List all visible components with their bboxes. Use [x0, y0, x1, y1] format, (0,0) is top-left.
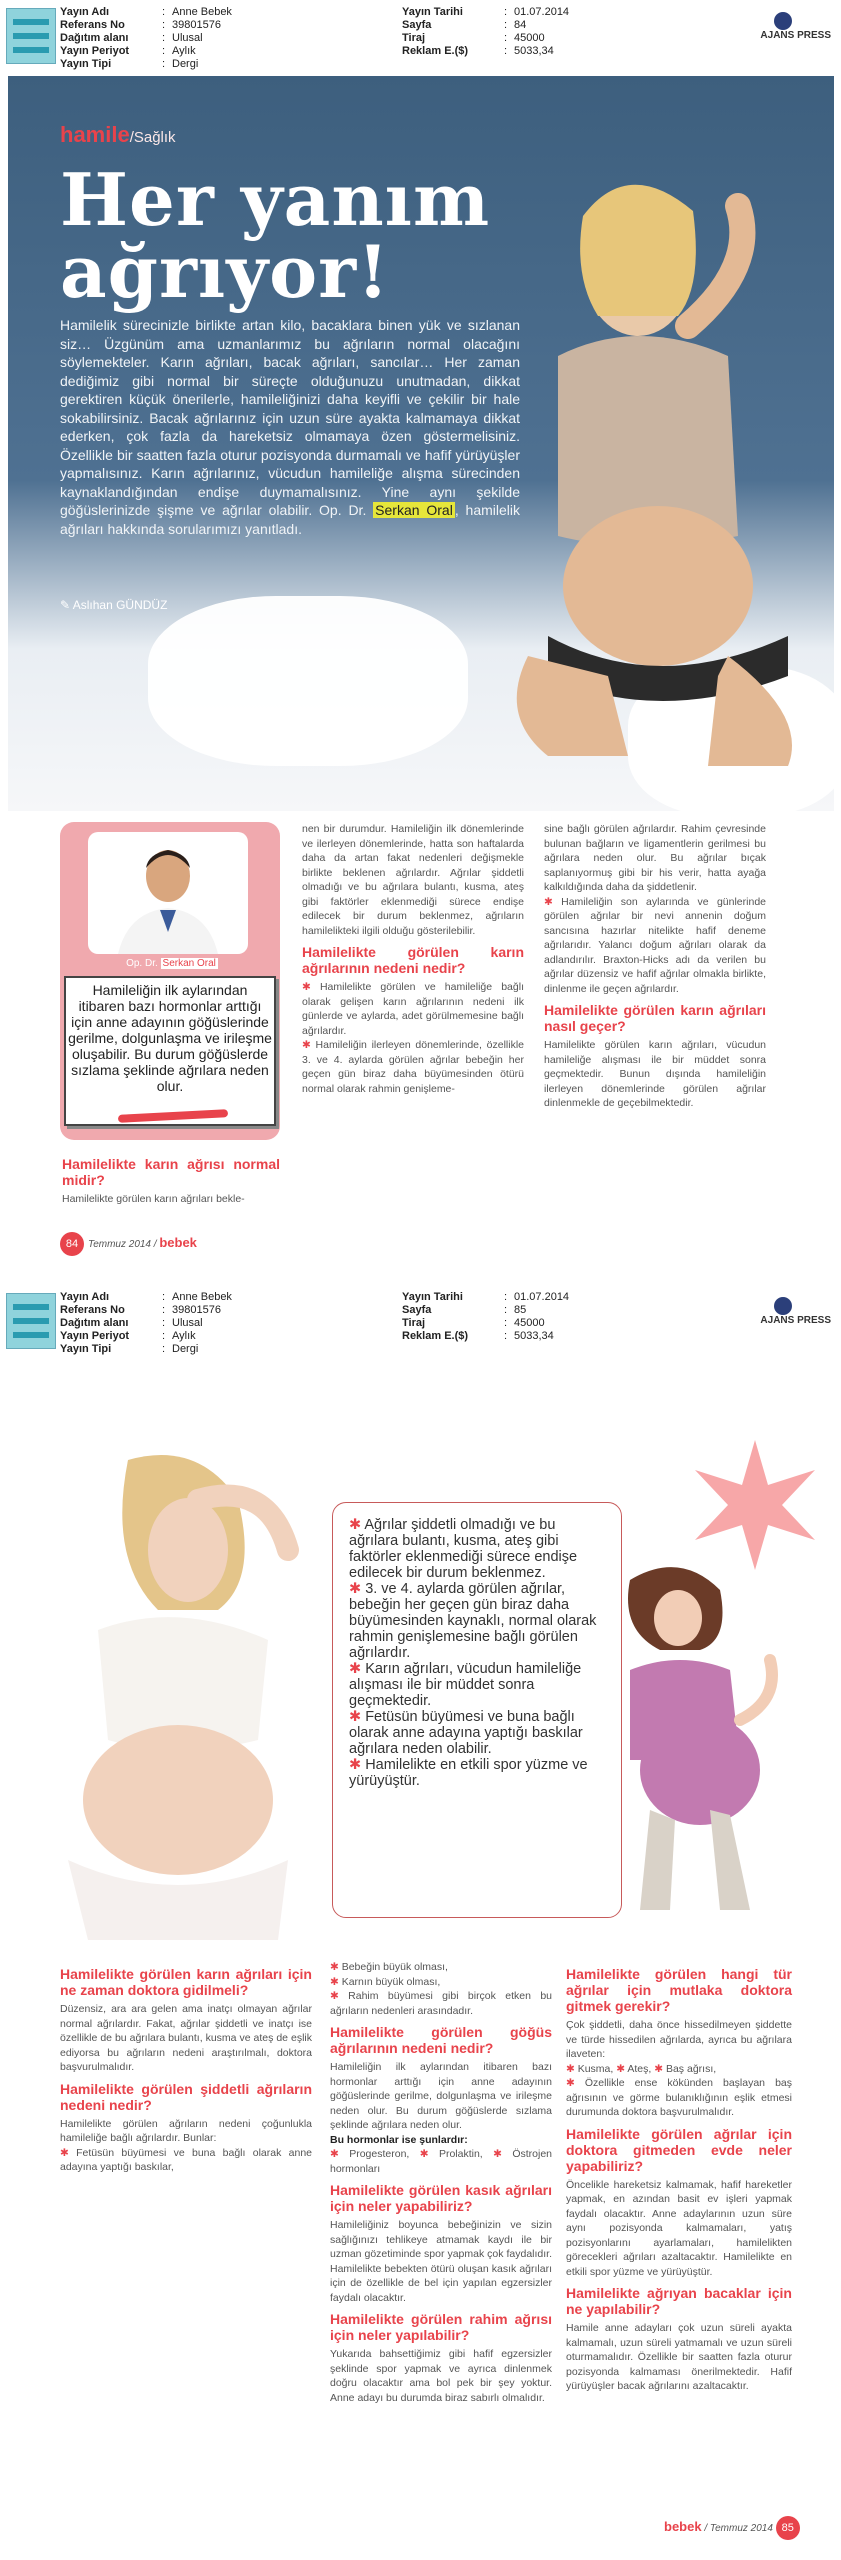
meta-left: Yayın Adı : Anne Bebek Referans No : 39801576 Dağıtım alanı : Ulusal Yayın Periyot : Aylık Yayın Tipi : Dergi: [60, 6, 232, 70]
callout-bubble: ✱ Ağrılar şiddetli olmadığı ve bu ağrılara bulantı, kusma, ateş gibi faktörler eklenmediği sürece endişe edilecek bir durum beklenmez. ✱ 3. ve 4. aylarda görülen ağrılar, bebeğin her geçen gün biraz daha büyümesinden kaynaklı, normal olarak rahmin genişlemesine bağlı görülen ağrılardır. ✱ Karın ağrıları, vücudun hamileliğe alışması ile bir müddet sonra geçmektedir. ✱ Fetüsün büyümesi ve buna bağlı olarak anne adayına yaptığı baskılar ağrılara neden olabilir. ✱ Hamilelikte en etkili spor yüzme ve yürüyüştür.: [332, 1502, 622, 1918]
clipping-header-2: [0, 1285, 841, 1353]
pregnant-woman-image: [488, 116, 828, 776]
starburst-decoration: [690, 1440, 820, 1575]
p84-column-1: Hamilelikte karın ağrısı normal midir? Hamilelikte görülen karın ağrıları bekle-: [62, 1156, 280, 1205]
pillow-left: [148, 596, 468, 766]
globe-icon-2: [774, 1297, 792, 1315]
p84-column-2: nen bir durumdur. Hamileliğin ilk dönemlerinde ve ilerleyen dönemlerinde, hatta son haftalarda daha da artan fakat nedenleri değişmekle birlikte beklenen ağrılardır. Ağrılar şiddetli olmadığı ve bu ağrılara bulantı, kusma, ateş gibi faktörler eklenmediği sürece endişe edilecek bir durum beklenmez, ağrıların hamilelikteki ilgili olduğu gösterilebilir. Hamilelikte görülen karın ağrılarının nedeni nedir? ✱ Hamilelikte görülen ve hamileliğe bağlı olarak gelişen karın ağrılarının nedeni ilk günlerde ve aylarda, adet görülmemesine bağlı ağrılardır. ✱ Hamileliğin ilerleyen dönemlerinde, özellikle 3. ve 4. aylarda görülen ağrılar bebeğin her geçen gün biraz daha büyümesinden ötürü normal olarak rahmin genişleme-: [302, 823, 524, 1095]
section-kicker: hamile/Sağlık: [60, 122, 176, 147]
intro-paragraph: Hamilelik sürecinizle birlikte artan kilo, bacaklara binen yük ve sızlanan siz… Üzgünüm ama uzmanlarımız bu ağrıların normal olacağını söylemekteler. Karın ağrıları, bacak ağrıları, sancılar… Her zaman dediğimiz gibi normal bir süreçte olduğunuzu unutmadan, dikkat gerektiren küçük önerilerle, hamileliğinizi daha keyifli ve çekilir bir hale sokabilirsiniz. Bacak ağrılarınız için uzun süre ayakta kalmamaya dikkat ederken, çok fazla da hareketsiz olmamaya özen göstermelisiniz. Özellikle bir saatten fazla oturur pozisyonda durmamalı ve hafif yürüyüşler yapmalısınız. Karın ağrılarınız, vücudun hamileliğe alışma sürecinden kaynaklandığından endişe duymamalısınız. Yine aynı şekilde göğüslerinizde şişme ve ağrılar olabilir. Op. Dr. Serkan Oral , hamilelik ağrıları hakkında sorularımızı yanıtladı.: [60, 317, 520, 537]
pregnant-woman-image-2: [8, 1440, 328, 1940]
author-byline: ✎ Aslıhan GÜNDÜZ: [60, 598, 168, 612]
p85-column-2: ✱ Bebeğin büyük olması, ✱ Karnın büyük olması, ✱ Rahim büyümesi gibi birçok etken bu ağrıların nedenleri arasındadır. Hamilelikte görülen göğüs ağrılarının nedeni nedir? Hamileliğin ilk aylarından itibaren bazı hormonlar arttığı için anne adayının göğüslerinde gerilme, dolgunlaşma ve irileşme neden olur. Bu durum göğüslerde sızlama şeklinde ağrılara neden olur. Bu hormonlar ise şunlardır: ✱ Progesteron, ✱ Prolaktin, ✱ Östrojen hormonları Hamilelikte görülen kasık ağrıları için neler yapabiliriz? Hamileliğiniz boyunca bebeğinizin ve sizin sağlığınızı tehlikeye atmamak kaydı ile bir uzman gözetiminde spor yapmak çok faydalıdır. Hamilelikte bebekten ötürü oluşan kasık ağrıları için de özellikle de bel için yapılan egzersizler faydalı olacaktır. Hamilelikte görülen rahim ağrısı için neler yapılabilir? Yukarıda bahsettiğimiz gibi hafif egzersizler şeklinde spor yapmak ve ayrıca dinlenmek doğru olacaktır ama bol pek bir şey yoktur. Anne adayı bu durumda biraz sabırlı olmalıdır.: [330, 1961, 553, 2404]
pen-icon: ✎: [60, 598, 73, 612]
agency-logo-2: AJANS PRESS: [760, 1315, 831, 1326]
globe-icon: [774, 12, 792, 30]
clipping-header-1: [0, 0, 841, 68]
publication-logo-icon: [6, 8, 56, 64]
p85-column-1: Hamilelikte görülen karın ağrıları için ne zaman doktora gidilmeli? Düzensiz, ara ara gelen ama inatçı olmayan ağrılar normal ağrılardır. Fakat, ağrılar şiddetli ve inatçı ise özellikle de bu ağrılara bulantı, kusma ve ateş de eşlik ediyorsa bu ağrıların nedeni araştırılmalı, doktora başvurulmalıdır. Hamilelikte görülen şiddetli ağrıların nedeni nedir? Hamilelikte görülen ağrıların nedeni çoğunlukla hamileliğe bağlı ağrılardır. Bunlar: ✱ Fetüsün büyümesi ve buna bağlı olarak anne adayına yaptığı baskılar,: [60, 1966, 312, 2173]
agency-logo: AJANS PRESS: [760, 30, 831, 41]
pull-quote: Hamileliğin ilk aylarından itibaren bazı hormonlar arttığı için anne adayının göğüslerinde gerilme, dolgunlaşma ve irileşme oluşabilir. Bu durum göğüslerde sızlama şeklinde ağrılara neden olur.: [64, 976, 276, 1126]
cartoon-pregnant-woman-illustration: [590, 1560, 790, 1920]
page-footer-85: bebek / Temmuz 2014 85: [664, 2516, 804, 2540]
doctor-photo: [88, 832, 248, 954]
hero-section: [8, 76, 834, 811]
meta-right-2: Yayın Tarihi : 01.07.2014 Sayfa : 85 Tiraj : 45000 Reklam E.($) : 5033,34: [402, 1291, 570, 1342]
page-title: Her yanım ağrıyor!: [60, 157, 491, 314]
page-footer-84: 84 Temmuz 2014 / bebek: [60, 1232, 197, 1256]
meta-right: Yayın Tarihi : 01.07.2014 Sayfa : 84 Tiraj : 45000 Reklam E.($) : 5033,34: [402, 6, 570, 57]
doctor-caption: Op. Dr. Serkan Oral: [126, 958, 216, 969]
meta-left-2: Yayın Adı : Anne Bebek Referans No : 39801576 Dağıtım alanı : Ulusal Yayın Periyot : Aylık Yayın Tipi : Dergi: [60, 1291, 232, 1355]
p84-column-3: sine bağlı görülen ağrılardır. Rahim çevresinde bulunan bağların ve ligamentlerin gerilmesi bu ağrılara neden olur. Bu ağrılar bıçak saplanıyormuş gibi bir his verir, hatta ayağa kalkıldığında daha da şiddetlenir. ✱ Hamileliğin son aylarında ve günlerinde görülen ağrılar bir nevi annenin doğum sancısına hazırlar nitelikte hafif deneme ağrılarıdır. Yalancı doğum ağrıları olarak da adlandırılır. Braxton-Hicks adı da verilen bu ağrılar düzensiz ve hafif ağrılar olmakla birlikte, dinlenme ile geçen ağrılardır. Hamilelikte görülen karın ağrıları nasıl geçer? Hamilelikte görülen karın ağrıları, vücudun hamileliğe alışması ile bir müddet sonra geçmektedir. Bunun dışında hamileliğin ilerleyen dönemlerinde görülen ağrılar dinlenmekle de geçebilmektedir.: [544, 823, 766, 1109]
p85-column-3: Hamilelikte görülen hangi tür ağrılar için mutlaka doktora gitmek gerekir? Çok şiddetli, daha önce hissedilmeyen şiddette ve türde hissedilen ağrılarda, ayrıca bu ağrılara ilaveten: ✱ Kusma, ✱ Ateş, ✱ Baş ağrısı, ✱ Özellikle ense kökünden başlayan baş ağrısının ve görme bulanıklığının eşlik etmesi durumunda doktora başvurulmalıdır. Hamilelikte görülen ağrılar için doktora gitmeden evde neler yapabiliriz? Öncelikle hareketsiz kalmamak, hafif hareketler yapmak, en azından basit ev işleri yapmak faydalı olacaktır. Anne adaylarının uzun süre aynı pozisyonda kalmamaları, yatış pozisyonlarını ayarlamaları, hamilelikten görecekleri ağrıları azaltacaktır. Hamilelikte en etkili spor yüzme ve yürüyüştür. Hamilelikte ağrıyan bacaklar için ne yapılabilir? Hamile anne adayları çok uzun süreli ayakta kalmamalı, uzun süreli yatmamalı ve uzun süreli oturmamalıdır. Özellikle bir saatten fazla oturur pozisyonda kalmaması önerilmektedir. Hafif yürüyüşler bacak ağrılarını azaltacaktır.: [566, 1966, 792, 2392]
publication-logo-icon-2: [6, 1293, 56, 1349]
